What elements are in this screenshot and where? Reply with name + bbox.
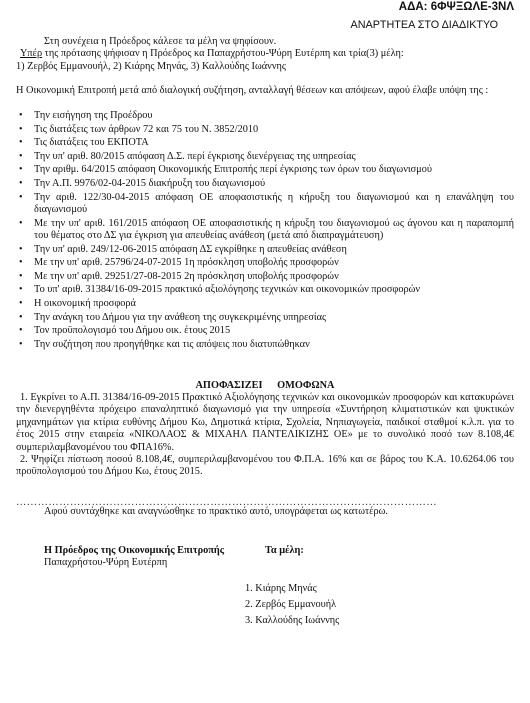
committee-text: Η Οικονομική Επιτροπή μετά από διαλογική συζήτηση, ανταλλαγή θέσεων και απόψεων, αφού έλαβε υπόψη της : <box>16 85 489 96</box>
member-name: 1. Κιάρης Μηνάς <box>245 583 317 594</box>
list-item: • Την αριθ. 122/30-04-2015 απόφαση ΟΕ αποφασιστικής η κήρυξη του διαγωνισμού και η επανάληψη του διαγωνισμού <box>16 192 514 217</box>
list-item: • Την υπ' αριθ. 80/2015 απόφαση Δ.Σ. περί έγκρισης διενέργειας της υπηρεσίας <box>16 151 514 163</box>
list-item: • Τις διατάξεις των άρθρων 72 και 75 του Ν. 3852/2010 <box>16 124 514 136</box>
member-name: 2. Ζερβός Εμμανουήλ <box>245 599 337 611</box>
vote-intro-line-3: 1) Ζερβός Εμμανουήλ, 2) Κιάρης Μηνάς, 3) Καλλούδης Ιωάννης <box>16 60 286 72</box>
decision-heading <box>16 380 514 392</box>
decision-item-2: 2. Ψηφίζει πίστωση ποσού 8.108,4€, συμπεριλαμβανομένου του Φ.Π.Α. 16% και σε βάρος του Κ.Α. 10.6264.06 του προϋπολογισμού του Δήμου Κω, έτους 2015. <box>16 454 514 478</box>
list-item: • Την συζήτηση που προηγήθηκε και τις απόψεις που διατυπώθηκαν <box>16 339 514 351</box>
list-item: • Την Α.Π. 9976/02-04-2015 διακήρυξη του διαγωνισμού <box>16 178 514 190</box>
list-item: • Με την υπ' αριθ. 29251/27-08-2015 2η πρόσκληση υποβολής προσφορών <box>16 271 514 283</box>
dotted-separator: ……………………………………………………………………………………………………… <box>16 497 438 508</box>
list-item: • Με την υπ' αριθ. 25796/24-07-2015 1η πρόσκληση υποβολής προσφορών <box>16 257 514 269</box>
decision-word: ΑΠΟΦΑΣΙΖΕΙ <box>195 380 263 391</box>
in-favor-text: της πρότασης ψήφισαν η Πρόεδρος κα Παπαχρήστου-Ψύρη Ευτέρπη και τρία(3) μέλη: <box>42 48 404 60</box>
list-item: • Τον προϋπολογισμό του Δήμου οικ. έτους 2015 <box>16 325 514 337</box>
list-item: • Την υπ' αριθ. 249/12-06-2015 απόφαση ΔΣ εγκρίθηκε η απευθείας ανάθεση <box>16 244 514 256</box>
decisions-block <box>16 392 514 479</box>
list-item: • Η οικονομική προσφορά <box>16 298 514 310</box>
unanimous-word: ΟΜΟΦΩΝΑ <box>277 380 335 391</box>
vote-intro-line-1: Στη συνέχεια η Πρόεδρος κάλεσε τα μέλη να ψηφίσουν. <box>44 36 277 47</box>
members-title: Τα μέλη: <box>265 545 304 556</box>
committee-statement <box>16 85 514 97</box>
list-item: • Την αριθμ. 64/2015 απόφαση Οικονομικής Επιτροπής περί έγκρισης των όρων του διαγωνισμού <box>16 164 514 176</box>
posted-online-notice: ΑΝΑΡΤΗΤΕΑ ΣΤΟ ΔΙΑΔΙΚΤΥΟ <box>350 19 498 31</box>
list-item: • Τις διατάξεις του ΕΚΠΟΤΑ <box>16 137 514 149</box>
list-item: • Την εισήγηση της Προέδρου <box>16 110 514 122</box>
considerations-list <box>16 110 514 352</box>
list-item: • Το υπ' αριθ. 31384/16-09-2015 πρακτικό αξιολόγησης τεχνικών και οικονομικών προσφορών <box>16 284 514 296</box>
list-item: • Με την υπ' αριθ. 161/2015 απόφαση ΟΕ αποφασιστικής η κήρυξη του διαγωνισμού ως άγονου και η παραπομπή του θέματος στο ΔΣ για έγκριση για απευθείας ανάθεση (μετά από διαπραγμάτευση) <box>16 218 514 243</box>
decision-item-1: 1. Εγκρίνει το Α.Π. 31384/16-09-2015 Πρακτικό Αξιολόγησης τεχνικών και οικονομικών προσφορών και κατακυρώνει την διενεργηθέντα πρόχειρο επαναληπτικό διαγωνισμό για την υπηρεσία «Συντήρηση κλιματιστικών και ψυκτικών μηχανημάτων για κτίρια ευθύνης Δήμου Κω, Δημοτικά κτίρια, Σχολεία, Νηπιαγωγεία, παιδικοί σταθμοί κ.λ.π. για το έτος 2015 στην εταιρεία «ΝΙΚΟΛΑΟΣ & ΜΙΧΑΗΛ ΠΑΝΤΕΛΙΚΙΖΗΣ ΟΕ» με το συνολικό ποσό των 8.108,4€ συμπεριλαμβανομένου του ΦΠΑ16%. <box>16 392 514 453</box>
members-list <box>245 583 339 632</box>
member-name: 3. Καλλούδης Ιωάννης <box>245 615 340 627</box>
ada-code: ΑΔΑ: 6ΦΨΞΩΛΕ-3ΝΛ <box>398 1 514 13</box>
president-name: Παπαχρήστου-Ψύρη Ευτέρπη <box>44 557 168 568</box>
closing-statement: Αφού συντάχθηκε και αναγνώσθηκε το πρακτικό αυτό, υπογράφεται ως κατωτέρω. <box>44 506 388 517</box>
list-item: • Την ανάγκη του Δήμου για την ανάθεση της συγκεκριμένης υπηρεσίας <box>16 312 514 324</box>
vote-intro-line-2 <box>16 48 514 60</box>
in-favor-label: Υπέρ <box>20 48 43 60</box>
president-title: Η Πρόεδρος της Οικονομικής Επιτροπής <box>44 545 225 556</box>
vote-intro <box>16 36 514 73</box>
